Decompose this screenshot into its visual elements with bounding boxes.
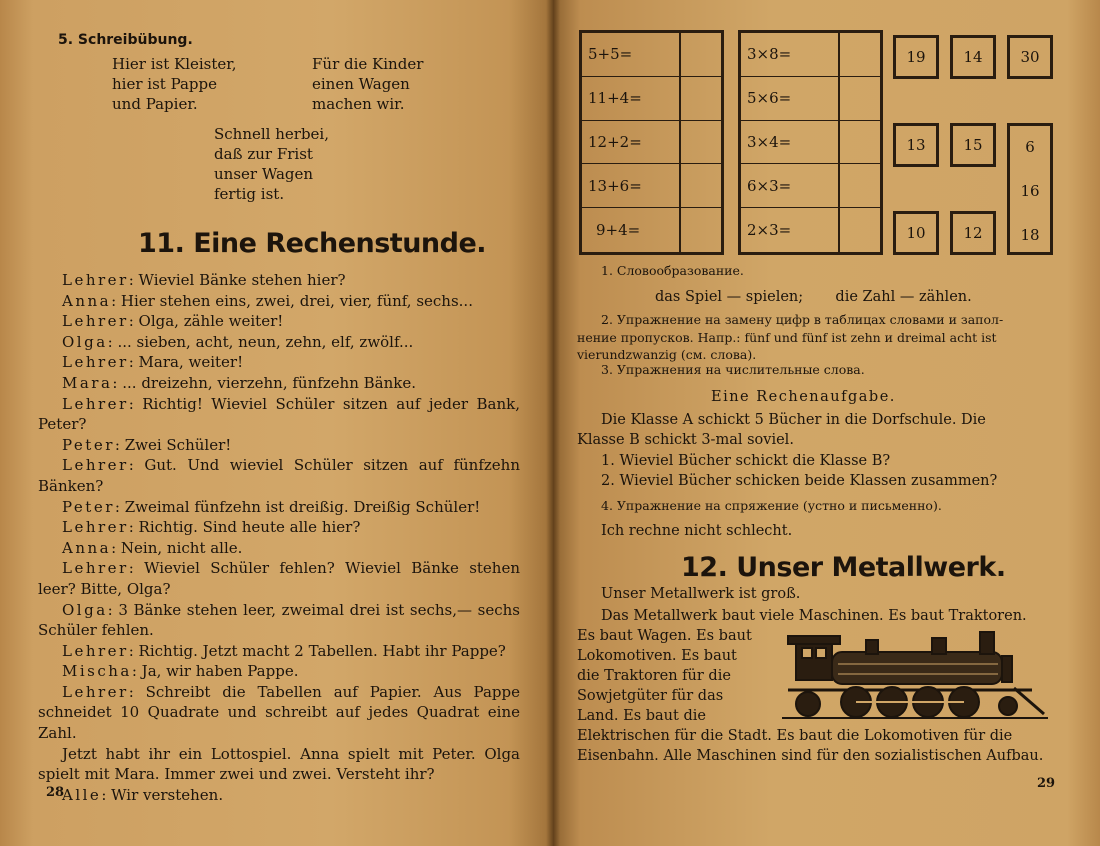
dialogue-line: Lehrer: Mara, weiter! — [62, 353, 244, 372]
blank-cell — [838, 164, 880, 208]
dialogue-line: Peter: Zweimal fünfzehn ist dreißig. Dreißig Schüler! — [62, 497, 481, 516]
dialogue-line: Lehrer: Gut. Und wieviel Schüler sitzen auf fünfzehn Bänken? — [38, 456, 520, 495]
blank-cell — [838, 77, 880, 121]
book-gutter — [546, 0, 560, 846]
blank-cell — [679, 33, 721, 77]
body-line: Eisenbahn. Alle Maschinen sind für den sozialistischen Aufbau. — [577, 748, 1044, 764]
blank-cell — [838, 33, 880, 77]
poem-line: Hier ist Kleister, — [112, 55, 237, 73]
page-number: 28 — [46, 785, 65, 800]
dialogue-line: Anna: Nein, nicht alle. — [62, 538, 243, 557]
poem-line: unser Wagen — [214, 165, 314, 183]
lesson-title: 12. Unser Metallwerk. — [681, 552, 1006, 583]
dialogue-line: Lehrer: Richtig! Wieviel Schüler sitzen auf jeder Bank, Peter? — [38, 394, 520, 434]
number-square: 12 — [950, 211, 996, 255]
exercise-2-line: 2. Упражнение на замену цифр в таблицах словами и запол- — [601, 312, 1004, 327]
number-square: 14 — [950, 35, 996, 79]
body-line: Sowjetgüter für das — [577, 688, 724, 704]
blank-cell — [838, 121, 880, 165]
number-square: 18 — [1020, 226, 1040, 244]
body-line: Das Metallwerk baut viele Maschinen. Es baut Traktoren. — [601, 608, 1027, 624]
exercise-1-heading: 1. Словообразование. — [601, 263, 744, 278]
body-line: Lokomotiven. Es baut — [577, 648, 737, 664]
body-line: Elektrischen für die Stadt. Es baut die Lokomotiven für die — [577, 728, 1013, 744]
body-line: Es baut Wagen. Es baut — [577, 628, 752, 644]
dialogue-line: Alle: Wir verstehen. — [62, 785, 224, 804]
task-line: Klasse B schickt 3-mal soviel. — [577, 432, 794, 448]
locomotive-illustration — [782, 628, 1048, 722]
multiplication-table — [738, 30, 883, 255]
poem-column-3 — [214, 124, 329, 204]
task-question: 1. Wieviel Bücher schickt die Klasse B? — [601, 453, 891, 469]
exercise-1-example: das Spiel — spielen; die Zahl — zählen. — [655, 289, 972, 305]
table-cell: 6×3= — [741, 164, 838, 208]
dialogue-line: Olga: ... sieben, acht, neun, zehn, elf, zwölf... — [62, 332, 414, 351]
body-line: Unser Metallwerk ist groß. — [601, 586, 801, 602]
table-cell: 11+4= — [582, 77, 679, 121]
dialogue-line: Mischa: Ja, wir haben Pappe. — [62, 662, 299, 681]
number-column — [1007, 123, 1053, 255]
exercise-3: 3. Упражнения на числительные слова. — [601, 362, 865, 377]
table-cell: 12+2= — [582, 121, 679, 165]
table-cell: 9+4= — [596, 221, 641, 240]
blank-cell — [679, 121, 721, 165]
number-square: 19 — [893, 35, 939, 79]
task-title: Eine Rechenaufgabe. — [711, 389, 896, 405]
task-question: 2. Wieviel Bücher schicken beide Klassen zusammen? — [601, 473, 998, 489]
poem-column-2 — [312, 54, 423, 114]
task-line: Die Klasse A schickt 5 Bücher in die Dorfschule. Die — [601, 412, 986, 428]
number-square: 13 — [893, 123, 939, 167]
exercise-4: 4. Упражнение на спряжение (устно и письменно). — [601, 498, 942, 513]
number-square: 15 — [950, 123, 996, 167]
poem-line: Schnell herbei, — [214, 125, 329, 143]
table-cell: 5×6= — [741, 77, 838, 121]
number-square: 16 — [1020, 182, 1040, 200]
dialogue-line: Lehrer: Wieviel Bänke stehen hier? — [62, 271, 346, 289]
blank-cell — [679, 208, 721, 252]
poem-line: daß zur Frist — [214, 145, 313, 163]
body-line: die Traktoren für die — [577, 668, 731, 684]
dialogue-line: Lehrer: Schreibt die Tabellen auf Papier. Aus Pappe schneidet 10 Quadrate und schreibt auf jedes Quadrat eine Zahl. — [38, 682, 520, 743]
blank-cell — [679, 164, 721, 208]
exercise-2-line: нение пропусков. Напр.: fünf und fünf ist zehn и dreimal acht ist — [577, 330, 997, 345]
poem-line: Für die Kinder — [312, 55, 424, 73]
lesson-title: 11. Eine Rechenstunde. — [138, 228, 487, 259]
dialogue-line: Lehrer: Olga, zähle weiter! — [62, 312, 284, 331]
dialogue-line: Peter: Zwei Schüler! — [62, 435, 232, 454]
dialogue-line: Mara: ... dreizehn, vierzehn, fünfzehn Bänke. — [62, 373, 417, 392]
dialogue — [38, 270, 520, 805]
blank-cell — [838, 208, 880, 252]
table-cell: 13+6= — [582, 164, 679, 208]
number-square: 10 — [893, 211, 939, 255]
table-cell: 3×4= — [741, 121, 838, 165]
dialogue-line: Olga: 3 Bänke stehen leer, zweimal drei ist sechs,— sechs Schüler fehlen. — [38, 600, 520, 640]
exercise-4-sentence: Ich rechne nicht schlecht. — [601, 523, 793, 539]
dialogue-line: Lehrer: Richtig. Jetzt macht 2 Tabellen. Habt ihr Pappe? — [62, 641, 506, 660]
table-cell: 2×3= — [747, 221, 792, 240]
table-cell: 3×8= — [741, 33, 838, 77]
poem-line: und Papier. — [112, 95, 198, 113]
body-line: Land. Es baut die — [577, 708, 706, 724]
poem-line: hier ist Pappe — [112, 75, 218, 93]
exercise-heading: 5. Schreibübung. — [58, 32, 193, 48]
table-cell: 5+5= — [582, 33, 679, 77]
wrapped-text — [577, 626, 757, 726]
blank-cell — [679, 77, 721, 121]
poem-column-1 — [112, 54, 237, 114]
dialogue-line: Anna: Hier stehen eins, zwei, drei, vier, fünf, sechs... — [62, 291, 473, 310]
poem-line: fertig ist. — [214, 185, 285, 203]
page-number: 29 — [1037, 776, 1056, 791]
addition-table — [579, 30, 724, 255]
poem-line: machen wir. — [312, 95, 405, 113]
number-square: 30 — [1007, 35, 1053, 79]
poem-line: einen Wagen — [312, 75, 410, 93]
number-square: 6 — [1025, 138, 1035, 156]
dialogue-line: Lehrer: Richtig. Sind heute alle hier? — [62, 518, 361, 537]
dialogue-line: Jetzt habt ihr ein Lottospiel. Anna spielt mit Peter. Olga spielt mit Mara. Immer zwei und zwei. Versteht ihr? — [38, 744, 520, 784]
dialogue-line: Lehrer: Wieviel Schüler fehlen? Wieviel Bänke stehen leer? Bitte, Olga? — [38, 559, 520, 598]
exercise-2-line: vierundzwanzig (см. слова). — [577, 347, 757, 362]
